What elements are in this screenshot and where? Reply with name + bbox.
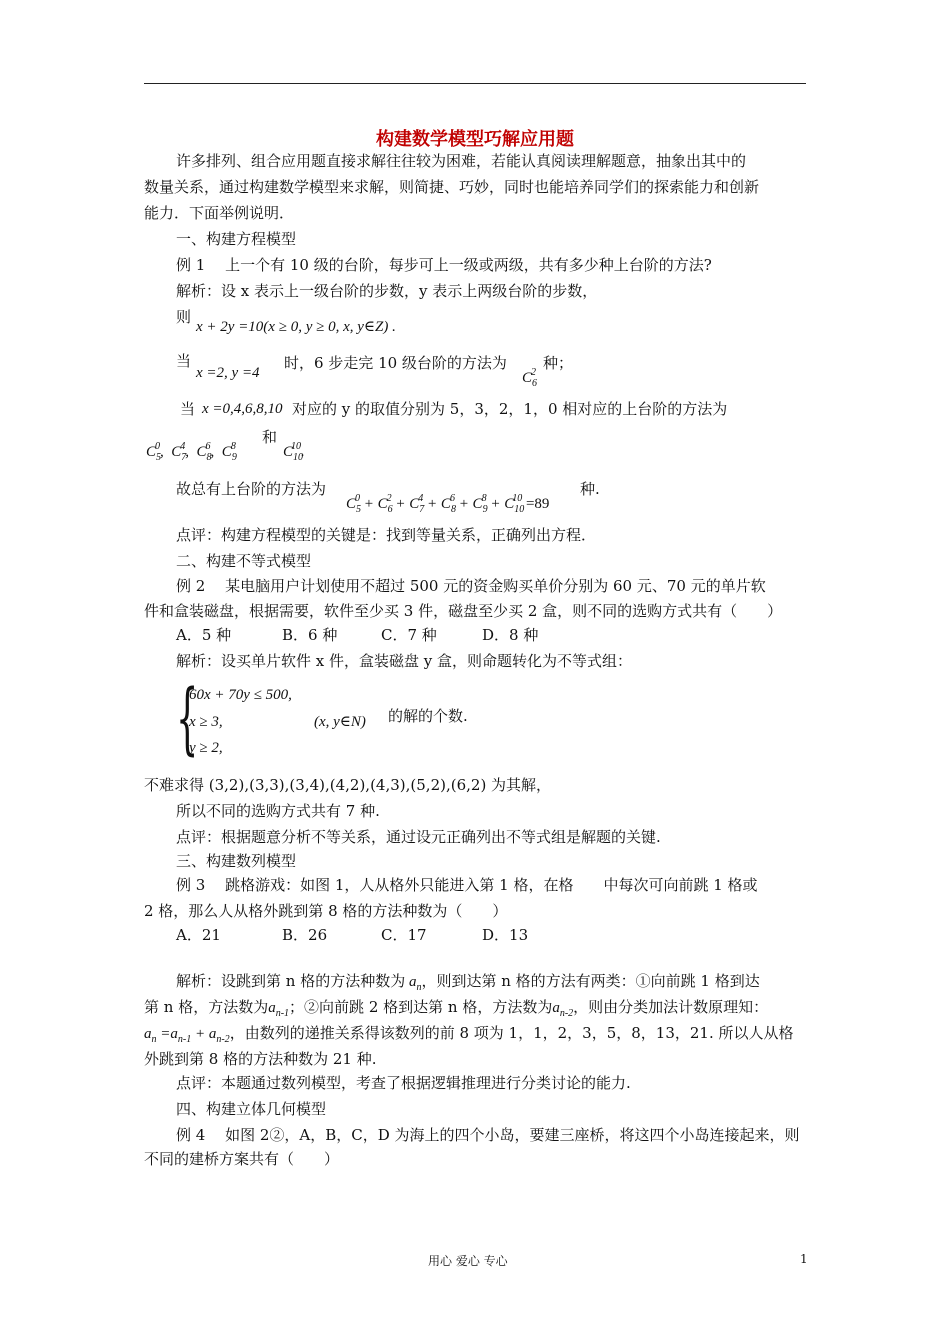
- solutions: 不难求得 (3,2),(3,3),(3,4),(4,2),(4,3),(5,2),(6,2) 为其解，: [144, 776, 552, 794]
- analysis-3-line-2: 第 n 格，方法数为$a_{n-1}$；②向前跳 2 格到达第 n 格，方法数为$a_{n-2}$，则由分类加法计数原理知：: [144, 998, 769, 1019]
- when2-pre: 当: [180, 400, 196, 418]
- footer-motto: 用心 爱心 专心: [428, 1254, 508, 1268]
- system-domain: (x, y∈N): [314, 714, 366, 730]
- option-3d: D．13: [482, 926, 529, 944]
- equation-1: x + 2y =10(x ≥ 0, y ≥ 0, x, y∈Z) .: [196, 319, 396, 335]
- combo-c62: $C_6^2$: [522, 367, 538, 389]
- system-suffix: 的解的个数.: [388, 707, 468, 725]
- inequality-1: 60x + 70y ≤ 500,: [189, 687, 292, 703]
- example-3-line-2: 2 格，那么人从格外跳到第 8 格的方法种数为（ ）: [144, 902, 508, 920]
- inequality-3: y ≥ 2,: [189, 740, 223, 756]
- when1-math: x =2, y =4: [196, 365, 260, 381]
- section-heading-1: 一、构建方程模型: [176, 230, 297, 248]
- total-result: =89: [525, 496, 550, 512]
- total-end: 种.: [580, 480, 600, 498]
- combo-list: $C_5^0$, $C_7^4$, $C_8^6$, $C_9^8$: [146, 441, 237, 463]
- example-4-line-1: 例 4 如图 2②，A，B，C，D 为海上的四个小岛，要建三座桥，将这四个小岛连接起来，则: [176, 1126, 800, 1144]
- option-3a: A．21: [176, 926, 221, 944]
- header-rule: [144, 83, 806, 84]
- conclusion-2: 所以不同的选购方式共有 7 种.: [176, 802, 380, 820]
- example-2-line-1: 例 2 某电脑用户计划使用不超过 500 元的资金购买单价分别为 60 元、70 元的单片软: [176, 577, 766, 595]
- intro-line-3: 能力．下面举例说明．: [144, 204, 295, 222]
- option-2d: D．8 种: [482, 626, 539, 644]
- combo-and: 和: [262, 428, 278, 446]
- page-title: 构建数学模型巧解应用题: [376, 129, 574, 150]
- system-brace: {: [176, 674, 199, 764]
- when2-math: x =0,4,6,8,10: [202, 401, 283, 417]
- example-3-line-1: 例 3 跳格游戏：如图 1，人从格外只能进入第 1 格，在格 中每次可向前跳 1 格或: [176, 876, 758, 894]
- analysis-3-line-1: 解析：设跳到第 n 格的方法种数为 $a_n$，则到达第 n 格的方法有两类：①向前跳 1 格到达: [176, 972, 760, 993]
- analysis-1: 解析：设 x 表示上一级台阶的步数，y 表示上两级台阶的步数，: [176, 282, 598, 300]
- option-3b: B．26: [282, 926, 328, 944]
- example-2-line-2: 件和盒装磁盘，根据需要，软件至少买 3 件，磁盘至少买 2 盒，则不同的选购方式共有（ ）: [144, 602, 783, 620]
- option-2c: C．7 种: [381, 626, 437, 644]
- inequality-2: x ≥ 3,: [189, 714, 223, 730]
- page-number: 1: [800, 1252, 808, 1266]
- when1-pre: 当: [176, 352, 192, 370]
- comment-3: 点评：本题通过数列模型，考查了根据逻辑推理进行分类讨论的能力.: [176, 1074, 631, 1092]
- analysis-3-line-4: 外跳到第 8 格的方法种数为 21 种.: [144, 1050, 377, 1068]
- total-text: 故总有上台阶的方法为: [176, 480, 327, 498]
- combo-c10: $C_{10}^{10}$.: [283, 441, 305, 463]
- section-heading-4: 四、构建立体几何模型: [176, 1100, 327, 1118]
- analysis-3-line-3: $a_n =a_{n-1} + a_{n-2}$，由数列的递推关系得该数列的前 8 项为 1，1，2，3，5，8，13，21. 所以人从格: [144, 1024, 794, 1045]
- option-2a: A．5 种: [176, 626, 232, 644]
- when1-end: 种；: [543, 354, 574, 372]
- intro-line-2: 数量关系，通过构建数学模型来求解，则简捷、巧妙，同时也能培养同学们的探索能力和创新: [144, 178, 760, 196]
- when1-text: 时，6 步走完 10 级台阶的方法为: [284, 354, 507, 372]
- total-sum: $C_5^0 + C_6^2 + C_7^4 + C_8^6 + C_9^8 + C_{10}^{10} =89$: [346, 493, 550, 515]
- section-heading-2: 二、构建不等式模型: [176, 552, 312, 570]
- comment-1: 点评：构建方程模型的关键是：找到等量关系，正确列出方程．: [176, 526, 597, 544]
- intro-line-1: 许多排列、组合应用题直接求解往往较为困难，若能认真阅读理解题意，抽象出其中的: [176, 152, 747, 170]
- section-heading-3: 三、构建数列模型: [176, 852, 297, 870]
- comment-2: 点评：根据题意分析不等关系，通过设元正确列出不等式组是解题的关键.: [176, 828, 661, 846]
- when2-text: 对应的 y 的取值分别为 5，3，2，1，0 相对应的上台阶的方法为: [292, 400, 728, 418]
- then-label: 则: [176, 308, 192, 326]
- option-3c: C．17: [381, 926, 427, 944]
- option-2b: B．6 种: [282, 626, 338, 644]
- example-4-line-2: 不同的建桥方案共有（ ）: [144, 1150, 340, 1168]
- analysis-2: 解析：设买单片软件 x 件，盒装磁盘 y 盒，则命题转化为不等式组：: [176, 652, 633, 670]
- example-1: 例 1 上一个有 10 级的台阶，每步可上一级或两级，共有多少种上台阶的方法?: [176, 256, 712, 274]
